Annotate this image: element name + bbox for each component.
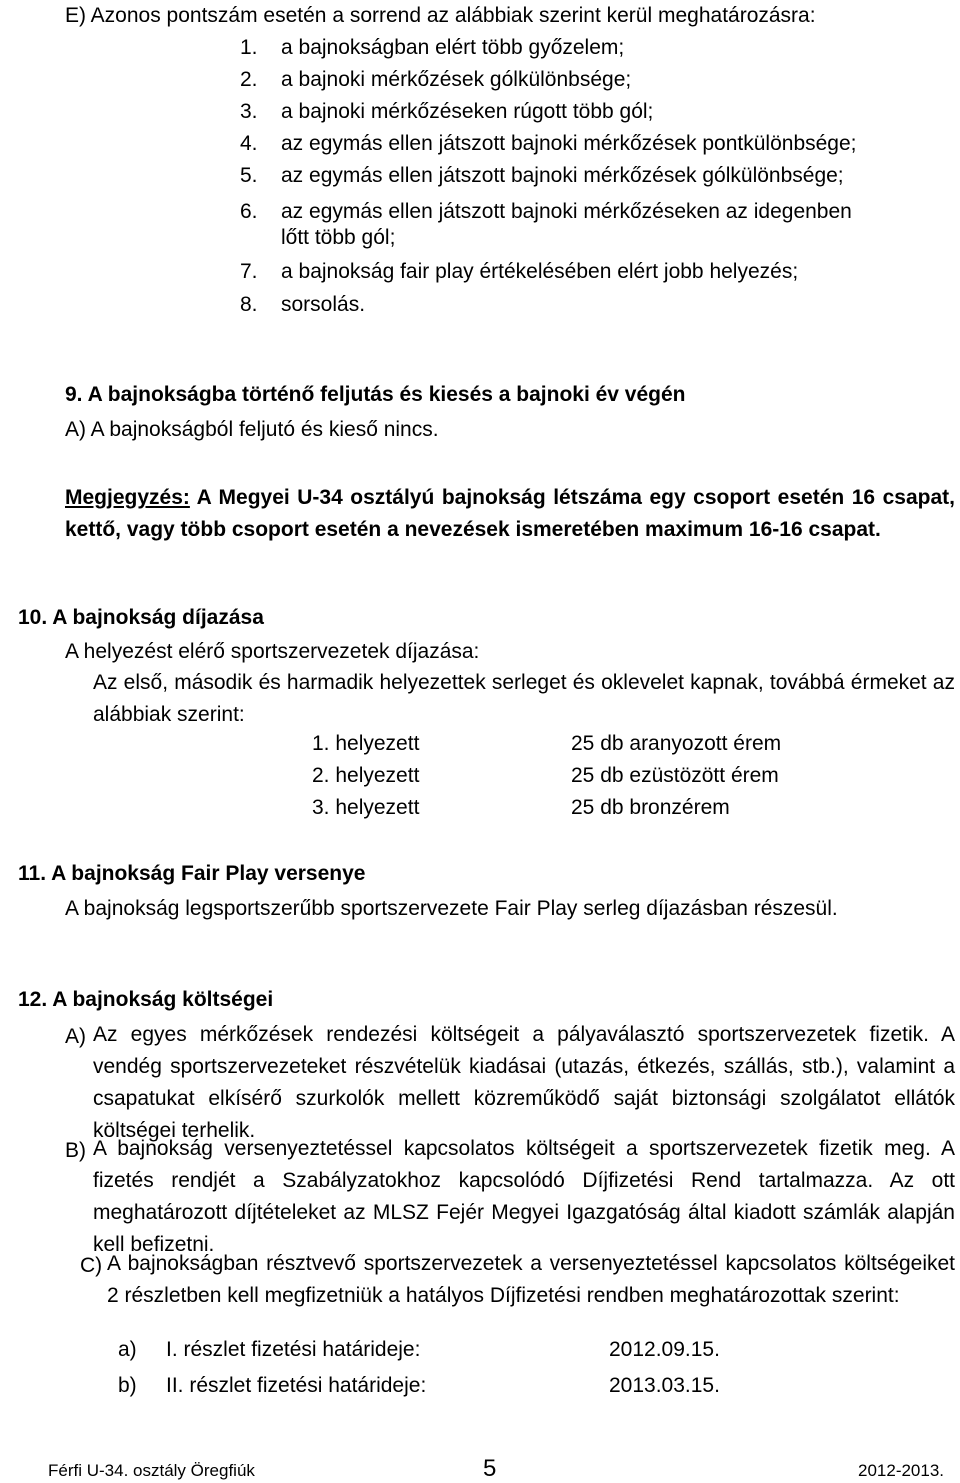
list-item-text-continuation: lőtt több gól; [281, 226, 396, 249]
section-9-note [65, 482, 955, 546]
section-e-intro: E) Azonos pontszám esetén a sorrend az alábbiak szerint kerül meghatározásra: [65, 4, 816, 27]
section-11-heading: 11. A bajnokság Fair Play versenye [18, 862, 366, 885]
prize-place: 1. helyezett [312, 732, 420, 755]
section-10-text: Az első, második és harmadik helyezettek serleget és oklevelet kapnak, továbbá érmeket az alábbiak szerint: [93, 671, 955, 726]
installment-text: I. részlet fizetési határideje: [166, 1338, 421, 1361]
installment-label: b) [118, 1374, 137, 1397]
list-item-number: 7. [240, 260, 258, 283]
list-item-text: a bajnokságban elért több győzelem; [281, 36, 625, 59]
footer-left: Férfi U-34. osztály Öregfiúk [48, 1461, 255, 1480]
cost-item-b-text: A bajnokság versenyeztetéssel kapcsolatos költségeit a sportszervezetek fizetik meg. A fizetés rendjét a Szabályzatokhoz kapcsolódó Díjfizetési Rend tartalmazza. Az ott meghatározott díjtételeket az MLSZ Fejér Megyei Igazgatóság által kiadott számlák alapján kell befizetni. [93, 1137, 955, 1256]
list-item-number: 1. [240, 36, 258, 59]
prize-award: 25 db ezüstözött érem [571, 764, 779, 787]
list-item-text: az egymás ellen játszott bajnoki mérkőzések gólkülönbsége; [281, 164, 844, 187]
list-item-text: a bajnoki mérkőzések gólkülönbsége; [281, 68, 632, 91]
section-10-intro: A helyezést elérő sportszervezetek díjazása: [65, 640, 480, 663]
section-12-heading: 12. A bajnokság költségei [18, 988, 274, 1011]
cost-item-c-label: C) [80, 1254, 103, 1277]
installment-text: II. részlet fizetési határideje: [166, 1374, 427, 1397]
section-10-heading: 10. A bajnokság díjazása [18, 606, 264, 629]
installment-date: 2013.03.15. [609, 1374, 720, 1397]
note-text: A Megyei U-34 osztályú bajnokság létszáma egy csoport esetén 16 csapat, kettő, vagy több csoport esetén a nevezések ismeretében maximum 16-16 csapat. [65, 486, 955, 541]
section-11-text: A bajnokság legsportszerűbb sportszervezete Fair Play serleg díjazásban részesül. [65, 897, 838, 920]
list-item-text: a bajnokság fair play értékelésében elért jobb helyezés; [281, 260, 799, 283]
page-number: 5 [483, 1455, 497, 1482]
cost-item-c-text: A bajnokságban résztvevő sportszervezetek a versenyeztetéssel kapcsolatos költségeiket 2 részletben kell megfizetniük a hatályos Díjfizetési rendben meghatározottak szerint: [107, 1252, 955, 1307]
installment-date: 2012.09.15. [609, 1338, 720, 1361]
section-9-line: A) A bajnokságból feljutó és kieső nincs. [65, 418, 439, 441]
list-item-text: sorsolás. [281, 293, 366, 316]
list-item-number: 6. [240, 200, 258, 223]
list-item-text: az egymás ellen játszott bajnoki mérkőzéseken az idegenben [281, 200, 852, 223]
prize-award: 25 db aranyozott érem [571, 732, 782, 755]
list-item-number: 5. [240, 164, 258, 187]
list-item-number: 3. [240, 100, 258, 123]
prize-award: 25 db bronzérem [571, 796, 730, 819]
note-label: Megjegyzés: [65, 486, 190, 509]
footer-right: 2012-2013. [858, 1461, 945, 1480]
prize-place: 3. helyezett [312, 796, 420, 819]
installment-label: a) [118, 1338, 137, 1361]
list-item-number: 2. [240, 68, 258, 91]
list-item-text: a bajnoki mérkőzéseken rúgott több gól; [281, 100, 654, 123]
list-item-text: az egymás ellen játszott bajnoki mérkőzések pontkülönbsége; [281, 132, 857, 155]
prize-place: 2. helyezett [312, 764, 420, 787]
cost-item-a-text: Az egyes mérkőzések rendezési költségeit a pályaválasztó sportszervezetek fizetik. A vendég sportszervezeteket részvételük kiadásai (utazás, étkezés, szállás, stb.), valamint a csapatukat elkísérő szurkolók mellett közreműködő saját biztonsági szolgálatot ellátók költségei terhelik. [93, 1023, 955, 1142]
list-item-number: 8. [240, 293, 258, 316]
cost-item-b-label: B) [65, 1139, 86, 1162]
section-9-heading: 9. A bajnokságba történő feljutás és kiesés a bajnoki év végén [65, 383, 686, 406]
list-item-number: 4. [240, 132, 258, 155]
cost-item-a-label: A) [65, 1025, 86, 1048]
